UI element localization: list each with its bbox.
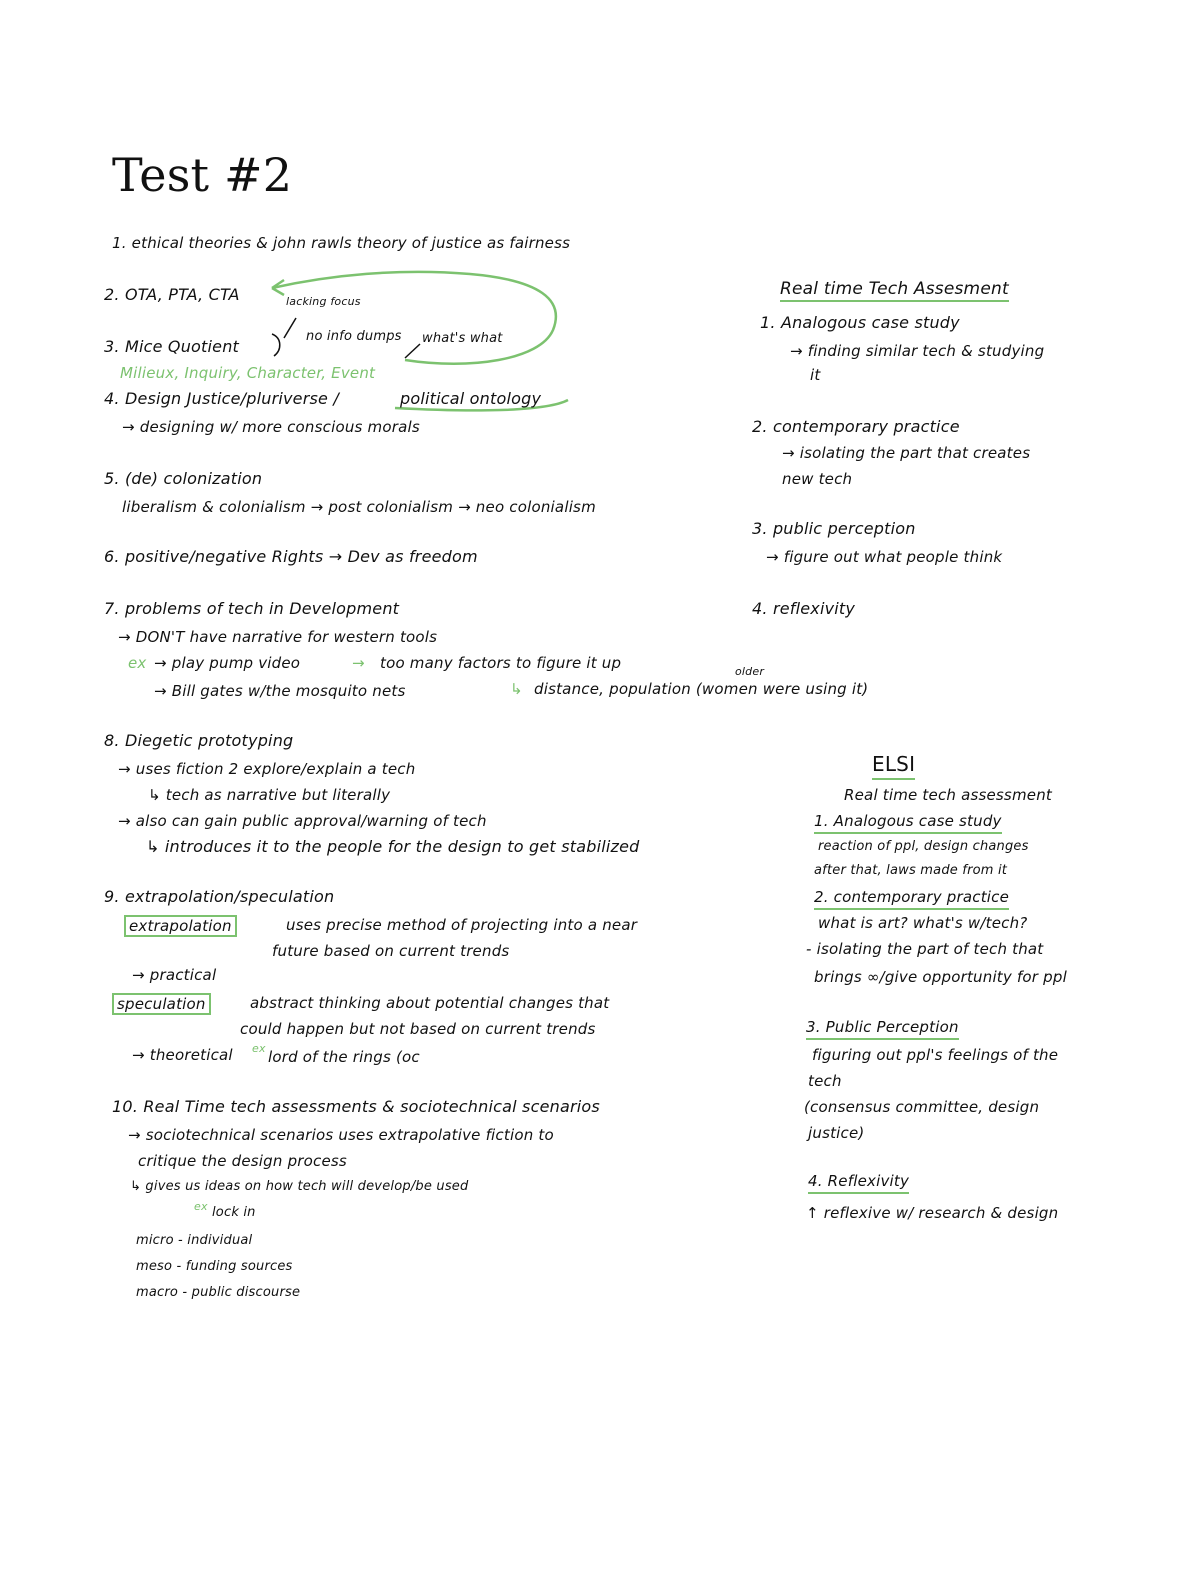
item-8: 8. Diegetic prototyping [104, 731, 294, 750]
item-9-b2: could happen but not based on current trends [240, 1020, 596, 1038]
elsi-3-d: justice) [808, 1124, 865, 1142]
elsi-subtitle: Real time tech assessment [844, 786, 1052, 804]
elsi-4-a: ↑ reflexive w/ research & design [806, 1204, 1059, 1222]
item-3: 3. Mice Quotient [104, 337, 240, 356]
item-4: 4. Design Justice/pluriverse / [104, 389, 339, 408]
mice-brace [272, 334, 280, 356]
loop-arrow [272, 272, 556, 364]
item-10-micro: micro - individual [136, 1233, 253, 1248]
mice-expansion: Milieux, Inquiry, Character, Event [120, 364, 376, 382]
item-9-a2: future based on current trends [272, 942, 510, 960]
item-7-ex-label: ex [128, 654, 147, 672]
rtta-1-a2: it [810, 366, 821, 384]
item-8-c: → also can gain public approval/warning of tech [118, 812, 487, 830]
elsi-title: ELSI [872, 752, 915, 780]
elsi-2-c: brings ∞/give opportunity for ppl [814, 968, 1067, 986]
item-7-b: → play pump video [154, 654, 301, 672]
item-5: 5. (de) colonization [104, 469, 263, 488]
elsi-3: 3. Public Perception [806, 1018, 959, 1040]
elsi-1-a: reaction of ppl, design changes [818, 839, 1029, 854]
item-10: 10. Real Time tech assessments & sociotechnical scenarios [112, 1097, 600, 1116]
elsi-4: 4. Reflexivity [808, 1172, 909, 1194]
elsi-2-a: what is art? what's w/tech? [818, 914, 1028, 932]
elsi-2-b: - isolating the part of tech that [806, 940, 1044, 958]
elsi-3-a: figuring out ppl's feelings of the [812, 1046, 1059, 1064]
rtta-1: 1. Analogous case study [760, 313, 960, 332]
elsi-3-b: tech [808, 1072, 842, 1090]
item-8-b: ↳ tech as narrative but literally [148, 786, 391, 804]
item-9-a: uses precise method of projecting into a near [286, 916, 638, 934]
item-10-a2: critique the design process [138, 1152, 347, 1170]
rtta-3: 3. public perception [752, 519, 916, 538]
item-7-c: → Bill gates w/the mosquito nets [154, 682, 406, 700]
loop-arrowhead [272, 280, 284, 295]
item-9: 9. extrapolation/speculation [104, 887, 335, 906]
item-7-a: → DON'T have narrative for western tools [118, 628, 438, 646]
item-4-sub: → designing w/ more conscious morals [122, 418, 420, 436]
item-7-c-arrow: ↳ [510, 680, 523, 698]
item-6: 6. positive/negative Rights → Dev as freedom [104, 547, 478, 566]
item-9-b4: lord of the rings (oc [268, 1048, 420, 1066]
item-9-a3: → practical [132, 966, 217, 984]
item-7-c2: distance, population (women were using it) [534, 680, 869, 698]
mice-note-focus: lacking focus [286, 295, 361, 308]
item-8-d: ↳ introduces it to the people for the design to get stabilized [146, 837, 640, 856]
item-9-b: abstract thinking about potential changes that [250, 994, 610, 1012]
elsi-3-c: (consensus committee, design [804, 1098, 1040, 1116]
page-title: Test #2 [112, 148, 293, 202]
item-5-sub: liberalism & colonialism → post colonialism → neo colonialism [122, 498, 596, 516]
rtta-4: 4. reflexivity [752, 599, 856, 618]
rtta-2-a2: new tech [782, 470, 853, 488]
mice-branch-1 [284, 318, 296, 338]
item-10-a: → sociotechnical scenarios uses extrapolative fiction to [128, 1126, 554, 1144]
item-4-highlight: political ontology [400, 389, 542, 408]
elsi-2: 2. contemporary practice [814, 888, 1009, 910]
item-10-b-ex: ex [194, 1200, 208, 1213]
item-2: 2. OTA, PTA, CTA [104, 285, 240, 304]
rtta-title: Real time Tech Assesment [780, 280, 1009, 302]
item-7-b-arrow: → [352, 654, 365, 672]
item-1: 1. ethical theories & john rawls theory of justice as fairness [112, 234, 571, 252]
item-9-b3: → theoretical [132, 1046, 233, 1064]
item-10-b: ↳ gives us ideas on how tech will develop/be used [130, 1179, 469, 1194]
mice-note-dumps: no info dumps [306, 329, 402, 344]
rtta-1-a: → finding similar tech & studying [790, 342, 1045, 360]
rtta-2-a: → isolating the part that creates [782, 444, 1031, 462]
item-10-b2: lock in [212, 1205, 256, 1220]
elsi-1: 1. Analogous case study [814, 812, 1002, 834]
item-10-macro: macro - public discourse [136, 1285, 301, 1300]
item-10-meso: meso - funding sources [136, 1259, 293, 1274]
item-7-b2: too many factors to figure it up [380, 654, 622, 672]
mice-branch-3 [405, 344, 420, 358]
rtta-3-a: → figure out what people think [766, 548, 1003, 566]
item-7: 7. problems of tech in Development [104, 599, 400, 618]
speculation-box: speculation [112, 993, 211, 1015]
item-9-b3-ex: ex [252, 1042, 266, 1055]
item-8-a: → uses fiction 2 explore/explain a tech [118, 760, 416, 778]
mice-note-what: what's what [422, 331, 503, 346]
extrapolation-box: extrapolation [124, 915, 237, 937]
item-7-c-over: older [735, 665, 765, 678]
elsi-1-b: after that, laws made from it [814, 863, 1008, 878]
rtta-2: 2. contemporary practice [752, 417, 960, 436]
